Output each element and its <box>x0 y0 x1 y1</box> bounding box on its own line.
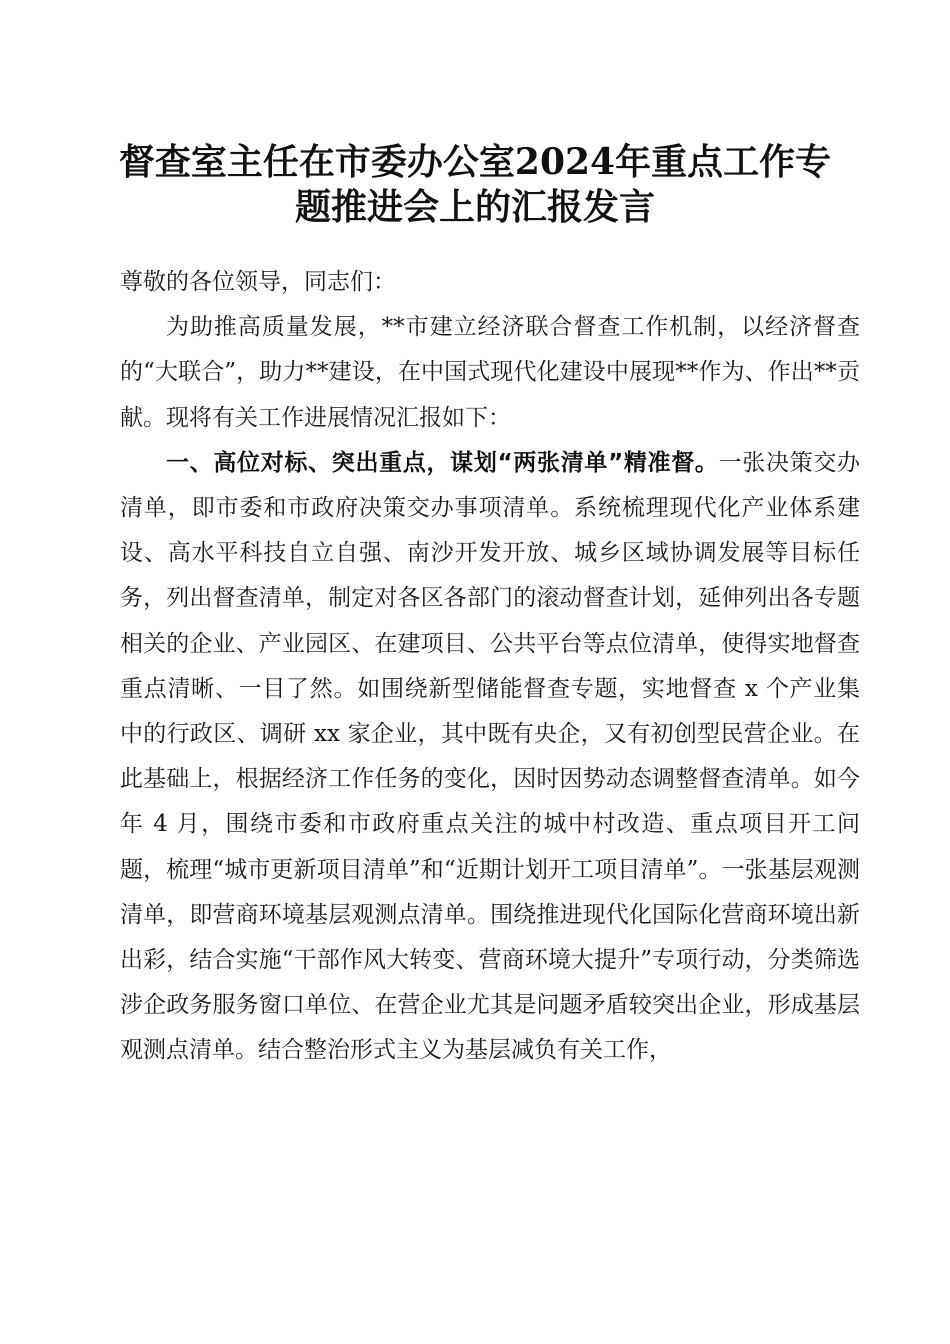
section-1-body: 一张决策交办清单，即市委和市政府决策交办事项清单。系统梳理现代化产业体系建设、高水平科技自立自强、南沙开发开放、城乡区域协调发展等目标任务，列出督查清单，制定对各区各部门的滚动督查计划，延伸列出各专题相关的企业、产业园区、在建项目、公共平台等点位清单，使得实地督查重点清晰、一目了然。如围绕新型储能督查专题，实地督查 x 个产业集中的行政区、调研 xx 家企业，其中既有央企，又有初创型民营企业。在此基础上，根据经济工作任务的变化，因时因势动态调整督查清单。如今年 4 月，围绕市委和市政府重点关注的城中村改造、重点项目开工问题，梳理“城市更新项目清单”和“近期计划开工项目清单”。一张基层观测清单，即营商环境基层观测点清单。围绕推进现代化国际化营商环境出新出彩，结合实施“干部作风大转变、营商环境大提升”专项行动，分类筛选涉企政务服务窗口单位、在营企业尤其是问题矛盾较突出企业，形成基层观测点清单。结合整治形式主义为基层减负有关工作， <box>120 449 861 1064</box>
greeting: 尊敬的各位领导，同志们： <box>120 269 396 295</box>
document-title-line-1: 督查室主任在市委办公室2024年重点工作专 <box>118 141 832 183</box>
section-1-heading: 一、高位对标、突出重点，谋划“两张清单”精准督。 <box>166 449 719 476</box>
document-title-line-2: 题推进会上的汇报发言 <box>294 186 655 228</box>
section-1-paragraph <box>120 441 860 1074</box>
intro-paragraph: 为助推高质量发展，**市建立经济联合督查工作机制，以经济督查的“大联合”，助力**建设，在中国式现代化建设中展现**作为、作出**贡献。现将有关工作进展情况汇报如下： <box>120 314 860 431</box>
document-body <box>120 260 860 1074</box>
